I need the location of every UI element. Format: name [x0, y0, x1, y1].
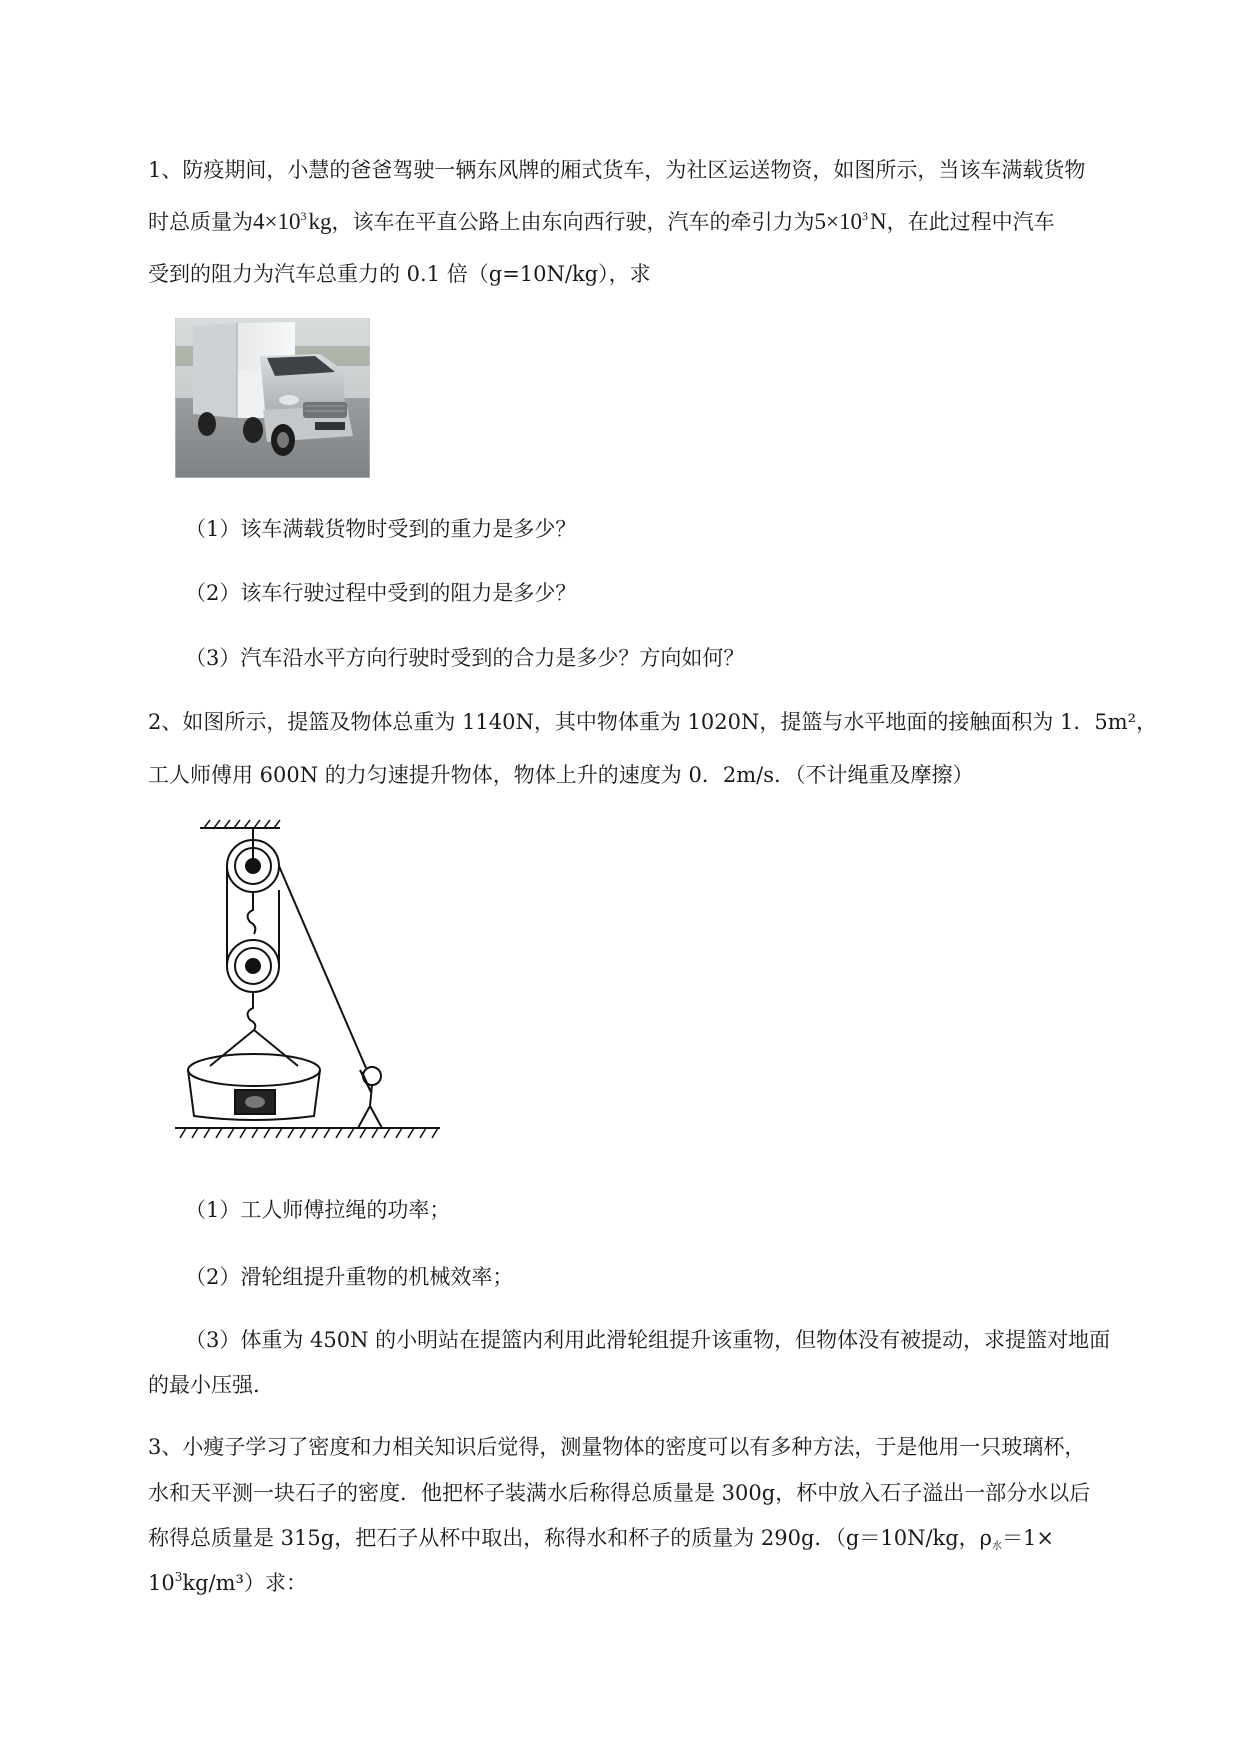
q2-sub2: （2）滑轮组提升重物的机械效率；	[185, 1265, 514, 1289]
q3-line2: 水和天平测一块石子的密度．他把杯子装满水后称得总质量是 300g，杯中放入石子溢出一部分水以后	[148, 1481, 1091, 1505]
q1-sub2: （2）该车行驶过程中受到的阻力是多少？	[185, 581, 577, 605]
q2-line2: 工人师傅用 600N 的力匀速提升物体，物体上升的速度为 0．2m/s．（不计绳重及摩擦）	[148, 763, 974, 787]
q3-line1: 3、小瘦子学习了密度和力相关知识后觉得，测量物体的密度可以有多种方法，于是他用一只玻璃杯，	[148, 1435, 1086, 1459]
q1-line2: 时总质量为$4\times 10^3kg$，该车在平直公路上由东向西行驶，汽车的牵引力为$5\times 10^3N$，在此过程中汽车	[148, 209, 1055, 234]
q1-sub3: （3）汽车沿水平方向行驶时受到的合力是多少？方向如何？	[185, 646, 745, 670]
pulley-diagram	[170, 818, 445, 1158]
truck-photo	[175, 318, 370, 478]
q3-line3: 称得总质量是 315g，把石子从杯中取出，称得水和杯子的质量为 290g．（g＝10N/kg，$\rho_水=1\times$	[148, 1526, 1054, 1552]
q1-sub1: （1）该车满载货物时受到的重力是多少？	[185, 517, 577, 541]
q1-line3: 受到的阻力为汽车总重力的 0.1 倍（g=10N/kg），求	[148, 262, 651, 286]
q2-sub3b: 的最小压强.	[148, 1373, 260, 1397]
q3-line4: $10^3kg/m^3$）求：	[148, 1570, 307, 1595]
q2-sub1: （1）工人师傅拉绳的功率；	[185, 1198, 451, 1222]
q1-line1: 1、防疫期间，小慧的爸爸驾驶一辆东风牌的厢式货车，为社区运送物资，如图所示，当该车满载货物	[148, 158, 1086, 182]
q2-sub3a: （3）体重为 450N 的小明站在提篮内利用此滑轮组提升该重物，但物体没有被提动，求提篮对地面	[185, 1328, 1111, 1352]
q2-line1: 2、如图所示，提篮及物体总重为 1140N，其中物体重为 1020N，提篮与水平地面的接触面积为 1．5m²，	[148, 710, 1158, 734]
force-value: $5\times 10^3N$	[814, 209, 887, 234]
mass-value: $4\times 10^3kg$	[253, 209, 332, 234]
